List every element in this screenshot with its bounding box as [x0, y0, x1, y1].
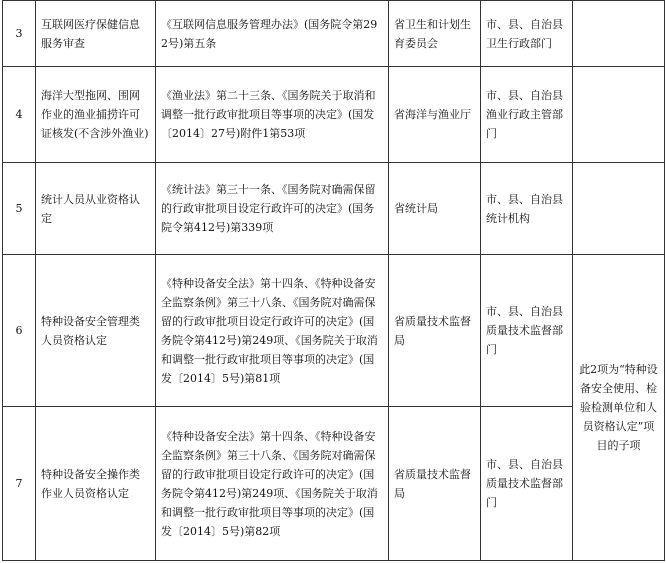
county-authority: 市、县、自治县渔业行政主管部门: [481, 67, 573, 163]
row-index: 6: [3, 255, 36, 407]
remark-cell: [573, 163, 665, 255]
provincial-authority: 省海洋与渔业厅: [389, 67, 481, 163]
approval-items-table: [2, 0, 665, 561]
table-row: [3, 407, 665, 561]
county-authority: 市、县、自治县卫生行政部门: [481, 1, 573, 67]
legal-basis: 《渔业法》第二十三条、《国务院关于取消和调整一批行政审批项目等事项的决定》(国发〔2014〕27号)附件1第53项: [156, 67, 389, 163]
table-row: [3, 255, 665, 407]
table-row: [3, 67, 665, 163]
row-index: 3: [3, 1, 36, 67]
remark-cell: [573, 1, 665, 67]
item-name: 互联网医疗保健信息服务审查: [36, 1, 156, 67]
row-index: 7: [3, 407, 36, 561]
row-index: 4: [3, 67, 36, 163]
provincial-authority: 省统计局: [389, 163, 481, 255]
item-name: 特种设备安全操作类作业人员资格认定: [36, 407, 156, 561]
provincial-authority: 省质量技术监督局: [389, 255, 481, 407]
legal-basis: 《统计法》第三十一条、《国务院对确需保留的行政审批项目设定行政许可的决定》(国务院令第412号)第339项: [156, 163, 389, 255]
county-authority: 市、县、自治县统计机构: [481, 163, 573, 255]
remark-note: 此2项为“特种设备安全使用、检验检测单位和人员资格认定”项目的子项: [573, 255, 665, 561]
row-index: 5: [3, 163, 36, 255]
item-name: 海洋大型拖网、围网作业的渔业捕捞许可证核发(不含涉外渔业): [36, 67, 156, 163]
provincial-authority: 省质量技术监督局: [389, 407, 481, 561]
table-row: [3, 1, 665, 67]
item-name: 特种设备安全管理类人员资格认定: [36, 255, 156, 407]
table-row: [3, 163, 665, 255]
remark-cell: [573, 67, 665, 163]
legal-basis: 《特种设备安全法》第十四条、《特种设备安全监察条例》第三十八条、《国务院对确需保留的行政审批项目设定行政许可的决定》(国务院令第412号)第249项、《国务院关于取消和调整一批行政审批项目等事项的决定》(国发〔2014〕5号)第81项: [156, 255, 389, 407]
legal-basis: 《特种设备安全法》第十四条、《特种设备安全监察条例》第三十八条、《国务院对确需保留的行政审批项目设定行政许可的决定》(国务院令第412号)第249项、《国务院关于取消和调整一批行政审批项目等事项的决定》(国发〔2014〕5号)第82项: [156, 407, 389, 561]
county-authority: 市、县、自治县质量技术监督部门: [481, 255, 573, 407]
provincial-authority: 省卫生和计划生育委员会: [389, 1, 481, 67]
item-name: 统计人员从业资格认定: [36, 163, 156, 255]
county-authority: 市、县、自治县质量技术监督部门: [481, 407, 573, 561]
legal-basis: 《互联网信息服务管理办法》(国务院令第292号)第五条: [156, 1, 389, 67]
